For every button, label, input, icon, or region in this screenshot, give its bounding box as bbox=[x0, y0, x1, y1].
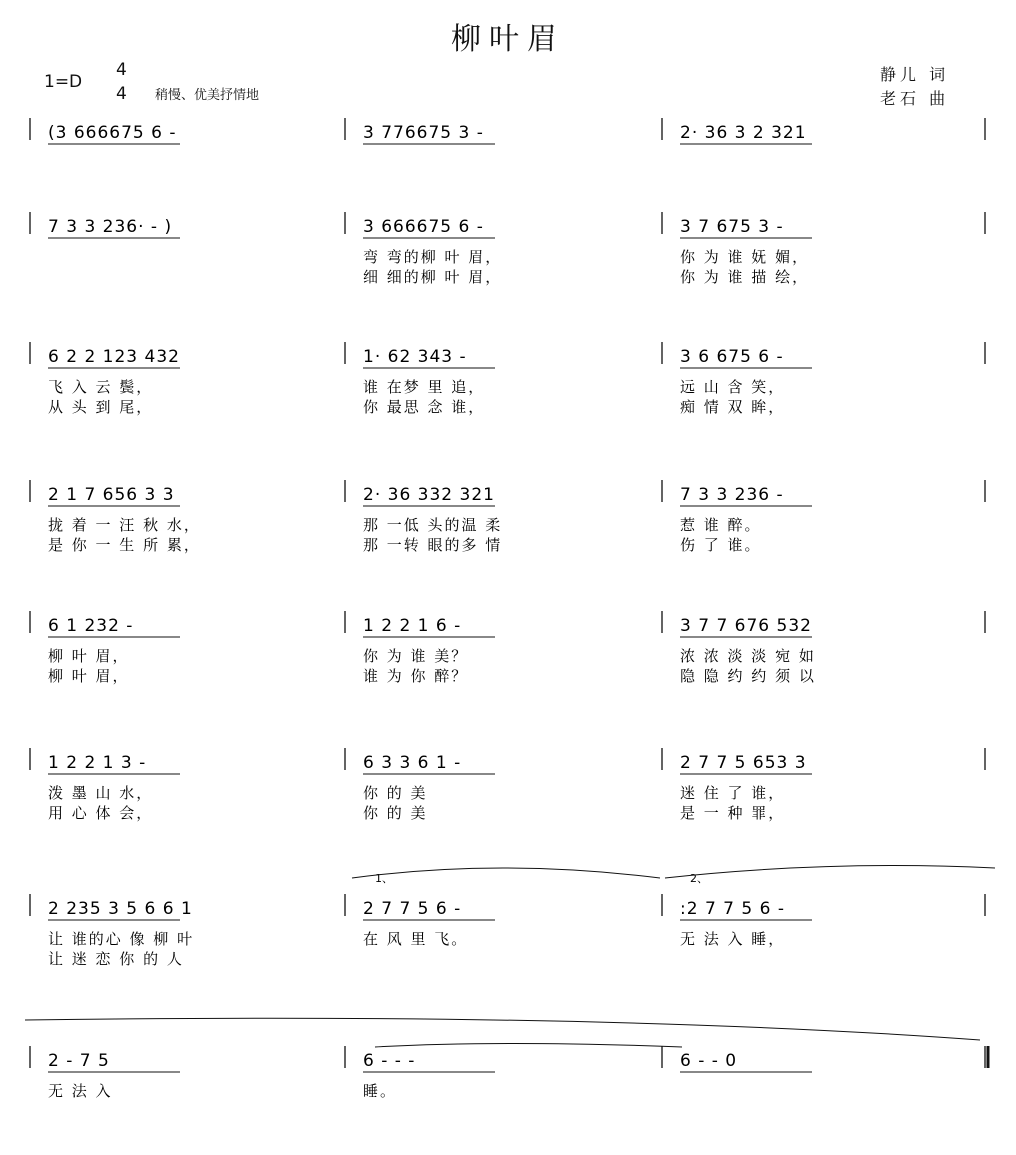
measure-notes: 2 235 3 5 6 6 1 bbox=[48, 899, 193, 919]
lyric-line: 你 为 谁 美？ bbox=[363, 647, 469, 665]
lyric-line: 远 山 含 笑， bbox=[680, 378, 786, 396]
lyric-line: 那 一转 眼的多 情 bbox=[363, 536, 503, 554]
measure-notes: (3 666675 6 - bbox=[48, 123, 177, 143]
measure-notes: 1 2 2 1 3 - bbox=[48, 753, 147, 773]
lyric-line: 飞 入 云 鬓， bbox=[48, 378, 154, 396]
measure-notes: 2 7 7 5 6 - bbox=[363, 899, 462, 919]
measure-notes: 2· 36 332 321 bbox=[363, 485, 495, 505]
lyric-line: 痴 情 双 眸， bbox=[680, 398, 786, 416]
lyric-line: 用 心 体 会， bbox=[48, 804, 154, 822]
measure-notes: 2 1 7 656 3 3 bbox=[48, 485, 175, 505]
lyric-line: 是 一 种 罪， bbox=[680, 804, 786, 822]
composer-credit: 老石 曲 bbox=[880, 89, 950, 108]
lyric-line: 让 迷 恋 你 的 人 bbox=[48, 950, 184, 968]
lyric-line: 在 风 里 飞。 bbox=[363, 930, 469, 948]
measure-notes: 1 2 2 1 6 - bbox=[363, 616, 462, 636]
measure-notes: 2 - 7 5 bbox=[48, 1051, 110, 1071]
lyricist-credit: 静儿 词 bbox=[880, 65, 950, 84]
measure-notes: 6 1 232 - bbox=[48, 616, 134, 636]
key-signature: 1=D bbox=[44, 72, 83, 92]
measure-notes: :2 7 7 5 6 - bbox=[680, 899, 785, 919]
measure-notes: 3 7 675 3 - bbox=[680, 217, 784, 237]
lyric-line: 细 细的柳 叶 眉， bbox=[363, 268, 503, 286]
volta-2-label: 2、 bbox=[690, 872, 708, 885]
lyric-line: 睡。 bbox=[363, 1082, 398, 1100]
measure-notes: 3 6 675 6 - bbox=[680, 347, 784, 367]
volta-1-label: 1、 bbox=[375, 872, 393, 885]
lyric-line: 你 为 谁 妩 媚， bbox=[680, 248, 810, 266]
measure-notes: 7 3 3 236· - ) bbox=[48, 217, 173, 237]
volta-bracket-2 bbox=[665, 866, 995, 878]
measure-notes: 6 - - 0 bbox=[680, 1051, 738, 1071]
lyric-line: 柳 叶 眉， bbox=[48, 667, 130, 685]
measure-notes: 3 666675 6 - bbox=[363, 217, 484, 237]
time-signature-top: 4 bbox=[116, 60, 127, 80]
lyric-line: 浓 浓 淡 淡 宛 如 bbox=[680, 647, 816, 665]
lyric-line: 弯 弯的柳 叶 眉， bbox=[363, 248, 503, 266]
lyric-line: 伤 了 谁。 bbox=[680, 536, 762, 554]
lyric-line: 隐 隐 约 约 须 以 bbox=[680, 667, 816, 685]
time-signature-bottom: 4 bbox=[116, 84, 127, 104]
measure-notes: 2 7 7 5 653 3 bbox=[680, 753, 807, 773]
lyric-line: 你 的 美 bbox=[363, 804, 428, 822]
lyric-line: 从 头 到 尾， bbox=[48, 398, 154, 416]
measure-notes: 6 - - - bbox=[363, 1051, 416, 1071]
lyric-line: 你 为 谁 描 绘， bbox=[680, 268, 810, 286]
lyric-line: 谁 为 你 醉？ bbox=[363, 667, 469, 685]
lyric-line: 你 最思 念 谁， bbox=[363, 398, 486, 416]
lyric-line: 无 法 入 睡， bbox=[680, 930, 786, 948]
lyric-line: 那 一低 头的温 柔 bbox=[363, 516, 503, 534]
measure-notes: 6 2 2 123 432 bbox=[48, 347, 180, 367]
lyric-line: 迷 住 了 谁， bbox=[680, 784, 786, 802]
tie-curve bbox=[375, 1044, 682, 1048]
lyric-line: 是 你 一 生 所 累， bbox=[48, 536, 201, 554]
lyric-line: 谁 在梦 里 追， bbox=[363, 378, 486, 396]
lyric-line: 无 法 入 bbox=[48, 1082, 113, 1100]
lyric-line: 泼 墨 山 水， bbox=[48, 784, 154, 802]
lyric-line: 你 的 美 bbox=[363, 784, 428, 802]
volta-bracket-1 bbox=[352, 868, 660, 878]
measure-notes: 6 3 3 6 1 - bbox=[363, 753, 462, 773]
lyric-line: 惹 谁 醉。 bbox=[680, 516, 762, 534]
measure-notes: 1· 62 343 - bbox=[363, 347, 467, 367]
measure-notes: 2· 36 3 2 321 bbox=[680, 123, 807, 143]
tie-curve bbox=[25, 1018, 980, 1040]
tempo-marking: 稍慢、优美抒情地 bbox=[155, 88, 260, 103]
measure-notes: 7 3 3 236 - bbox=[680, 485, 784, 505]
page-title: 柳叶眉 bbox=[451, 22, 565, 57]
lyric-line: 拢 着 一 汪 秋 水， bbox=[48, 516, 201, 534]
measure-notes: 3 776675 3 - bbox=[363, 123, 484, 143]
lyric-line: 柳 叶 眉， bbox=[48, 647, 130, 665]
measure-notes: 3 7 7 676 532 bbox=[680, 616, 812, 636]
lyric-line: 让 谁的心 像 柳 叶 bbox=[48, 930, 195, 948]
